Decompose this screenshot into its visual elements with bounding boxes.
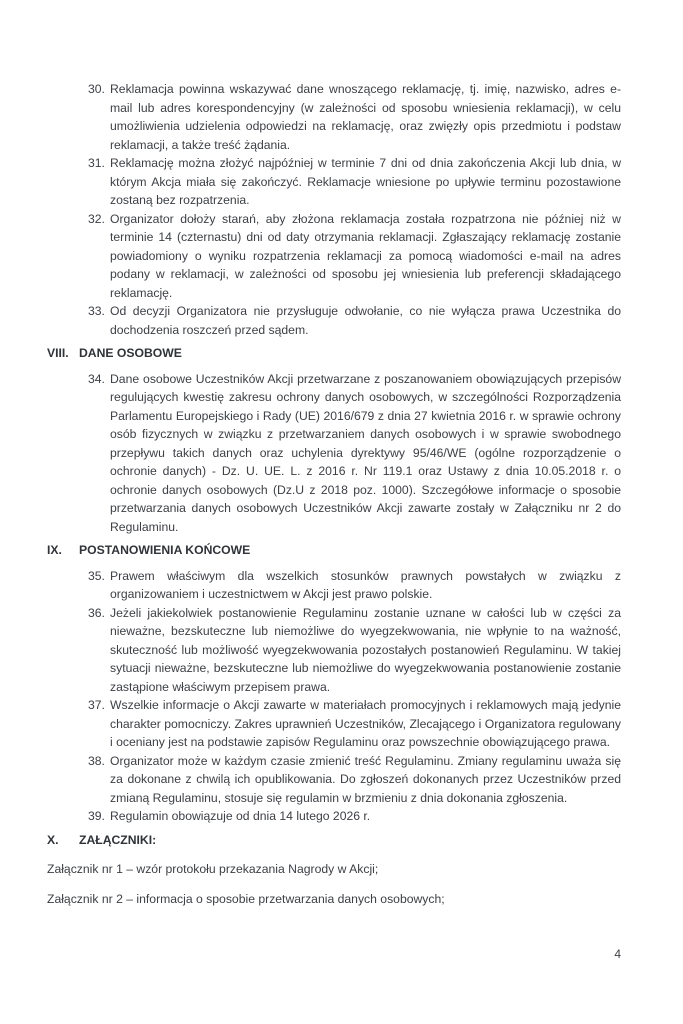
- list-item-text: Wszelkie informacje o Akcji zawarte w materiałach promocyjnych i reklamowych mają jedynie charakter pomocniczy. Zakres uprawnień Uczestników, Zlecającego i Organizatora regulowany i oceniany jest na podstawie zapisów Regulaminu oraz powszechnie obowiązującego prawa.: [110, 698, 621, 749]
- list-item-number: 39.: [88, 809, 105, 823]
- section-heading-title: POSTANOWIENIA KOŃCOWE: [79, 543, 251, 557]
- attachment-paragraph: Załącznik nr 2 – informacja o sposobie przetwarzania danych osobowych;: [47, 891, 445, 906]
- list-item-number: 31.: [88, 156, 105, 170]
- section-heading-label: X.: [47, 832, 59, 847]
- section-heading: [47, 541, 621, 560]
- section-heading-title: DANE OSOBOWE: [79, 346, 182, 360]
- numbered-list-item: [88, 154, 621, 210]
- list-item-text: Jeżeli jakiekolwiek postanowienie Regulaminu zostanie uznane w całości lub w części za nieważne, bezskuteczne lub niemożliwe do wyegzekwowania, nie wpłynie to na ważność, skuteczność lub możliwość wyegzekwowania pozostałych postanowień Regulaminu. W takiej sytuacji nieważne, bezskuteczne lub niemożliwe do wyegzekwowania postanowienie zostanie zastąpione właściwym przepisem prawa.: [110, 605, 621, 694]
- list-item-text: Dane osobowe Uczestników Akcji przetwarzane z poszanowaniem obowiązujących przepisów regulujących kwestię zakresu ochrony danych osobowych, w szczególności Rozporządzenia Parlamentu Europejskiego i Rady (UE) 2016/679 z dnia 27 kwietnia 2016 r. w sprawie ochrony osób fizycznych w związku z przetwarzaniem danych osobowych i w sprawie swobodnego przepływu takich danych oraz uchylenia dyrektywy 95/46/WE (ogólne rozporządzenie o ochronie danych) - Dz. U. UE. L. z 2016 r. Nr 119.1 oraz Ustawy z dnia 10.05.2018 r. o ochronie danych osobowych (Dz.U z 2018 poz. 1000). Szczegółowe informacje o sposobie przetwarzania danych osobowych Uczestników Akcji zawarte zostały w Załączniku nr 2 do Regulaminu.: [110, 371, 621, 534]
- list-item-text: Prawem właściwym dla wszelkich stosunków prawnych powstałych w związku z organizowaniem i uczestnictwem w Akcji jest prawo polskie.: [110, 568, 621, 601]
- list-item-number: 35.: [88, 568, 105, 583]
- list-item-number: 30.: [88, 82, 105, 96]
- section-heading-label: IX.: [47, 543, 62, 557]
- list-item-text: Od decyzji Organizatora nie przysługuje odwołanie, co nie wyłącza prawa Uczestnika do dochodzenia roszczeń przed sądem.: [110, 304, 621, 337]
- page-number: 4: [614, 947, 621, 961]
- numbered-list-item: [88, 807, 621, 826]
- section-heading: [47, 831, 621, 850]
- numbered-list-item: [88, 302, 621, 339]
- numbered-list-item: [88, 80, 621, 154]
- list-item-number: 34.: [88, 371, 105, 386]
- numbered-list-item: [88, 210, 621, 303]
- numbered-list-item: [88, 370, 621, 537]
- numbered-list-item: [88, 752, 621, 808]
- list-item-text: Reklamacja powinna wskazywać dane wnoszącego reklamację, tj. imię, nazwisko, adres e-mail lub adres korespondencyjny (w zależności od sposobu wniesienia reklamacji), w celu umożliwienia udzielenia odpowiedzi na reklamację, oraz zwięzły opis przedmiotu i podstaw reklamacji, a także treść żądania.: [110, 82, 621, 152]
- document-content: [47, 80, 621, 919]
- section-heading: [47, 344, 621, 363]
- list-item-text: Organizator może w każdym czasie zmienić treść Regulaminu. Zmiany regulaminu uważa się za dokonane z chwilą ich opublikowania. Do zgłoszeń dokonanych przez Uczestników przed zmianą Regulaminu, stosuje się regulamin w brzmieniu z dnia dokonania zgłoszenia.: [110, 753, 621, 805]
- list-item-number: 36.: [88, 605, 105, 620]
- numbered-list-item: [88, 604, 621, 697]
- section-heading-label: VIII.: [47, 346, 69, 360]
- list-item-number: 37.: [88, 698, 105, 712]
- list-item-number: 38.: [88, 753, 105, 768]
- list-item-number: 33.: [88, 304, 105, 318]
- list-item-text: Regulamin obowiązuje od dnia 14 lutego 2026 r.: [110, 809, 371, 823]
- list-item-text: Organizator dołoży starań, aby złożona reklamacja została rozpatrzona nie później niż w terminie 14 (czternastu) dni od daty otrzymania reklamacji. Zgłaszający reklamację zostanie powiadomiony o wyniku rozpatrzenia reklamacji za pomocą wiadomości e-mail na adres podany w reklamacji, w zależności od sposobu jej wniesienia lub preferencji składającego reklamację.: [110, 211, 621, 300]
- numbered-list-item: [88, 567, 621, 604]
- numbered-list-item: [88, 696, 621, 752]
- list-item-text: Reklamację można złożyć najpóźniej w terminie 7 dni od dnia zakończenia Akcji lub dnia, w którym Akcja miała się zakończyć. Reklamacje wniesione po upływie terminu pozostawione zostaną bez rozpatrzenia.: [110, 156, 621, 207]
- attachment-paragraph: Załącznik nr 1 – wzór protokołu przekazania Nagrody w Akcji;: [47, 862, 379, 876]
- list-item-number: 32.: [88, 211, 105, 226]
- section-heading-title: ZAŁĄCZNIKI:: [79, 832, 157, 847]
